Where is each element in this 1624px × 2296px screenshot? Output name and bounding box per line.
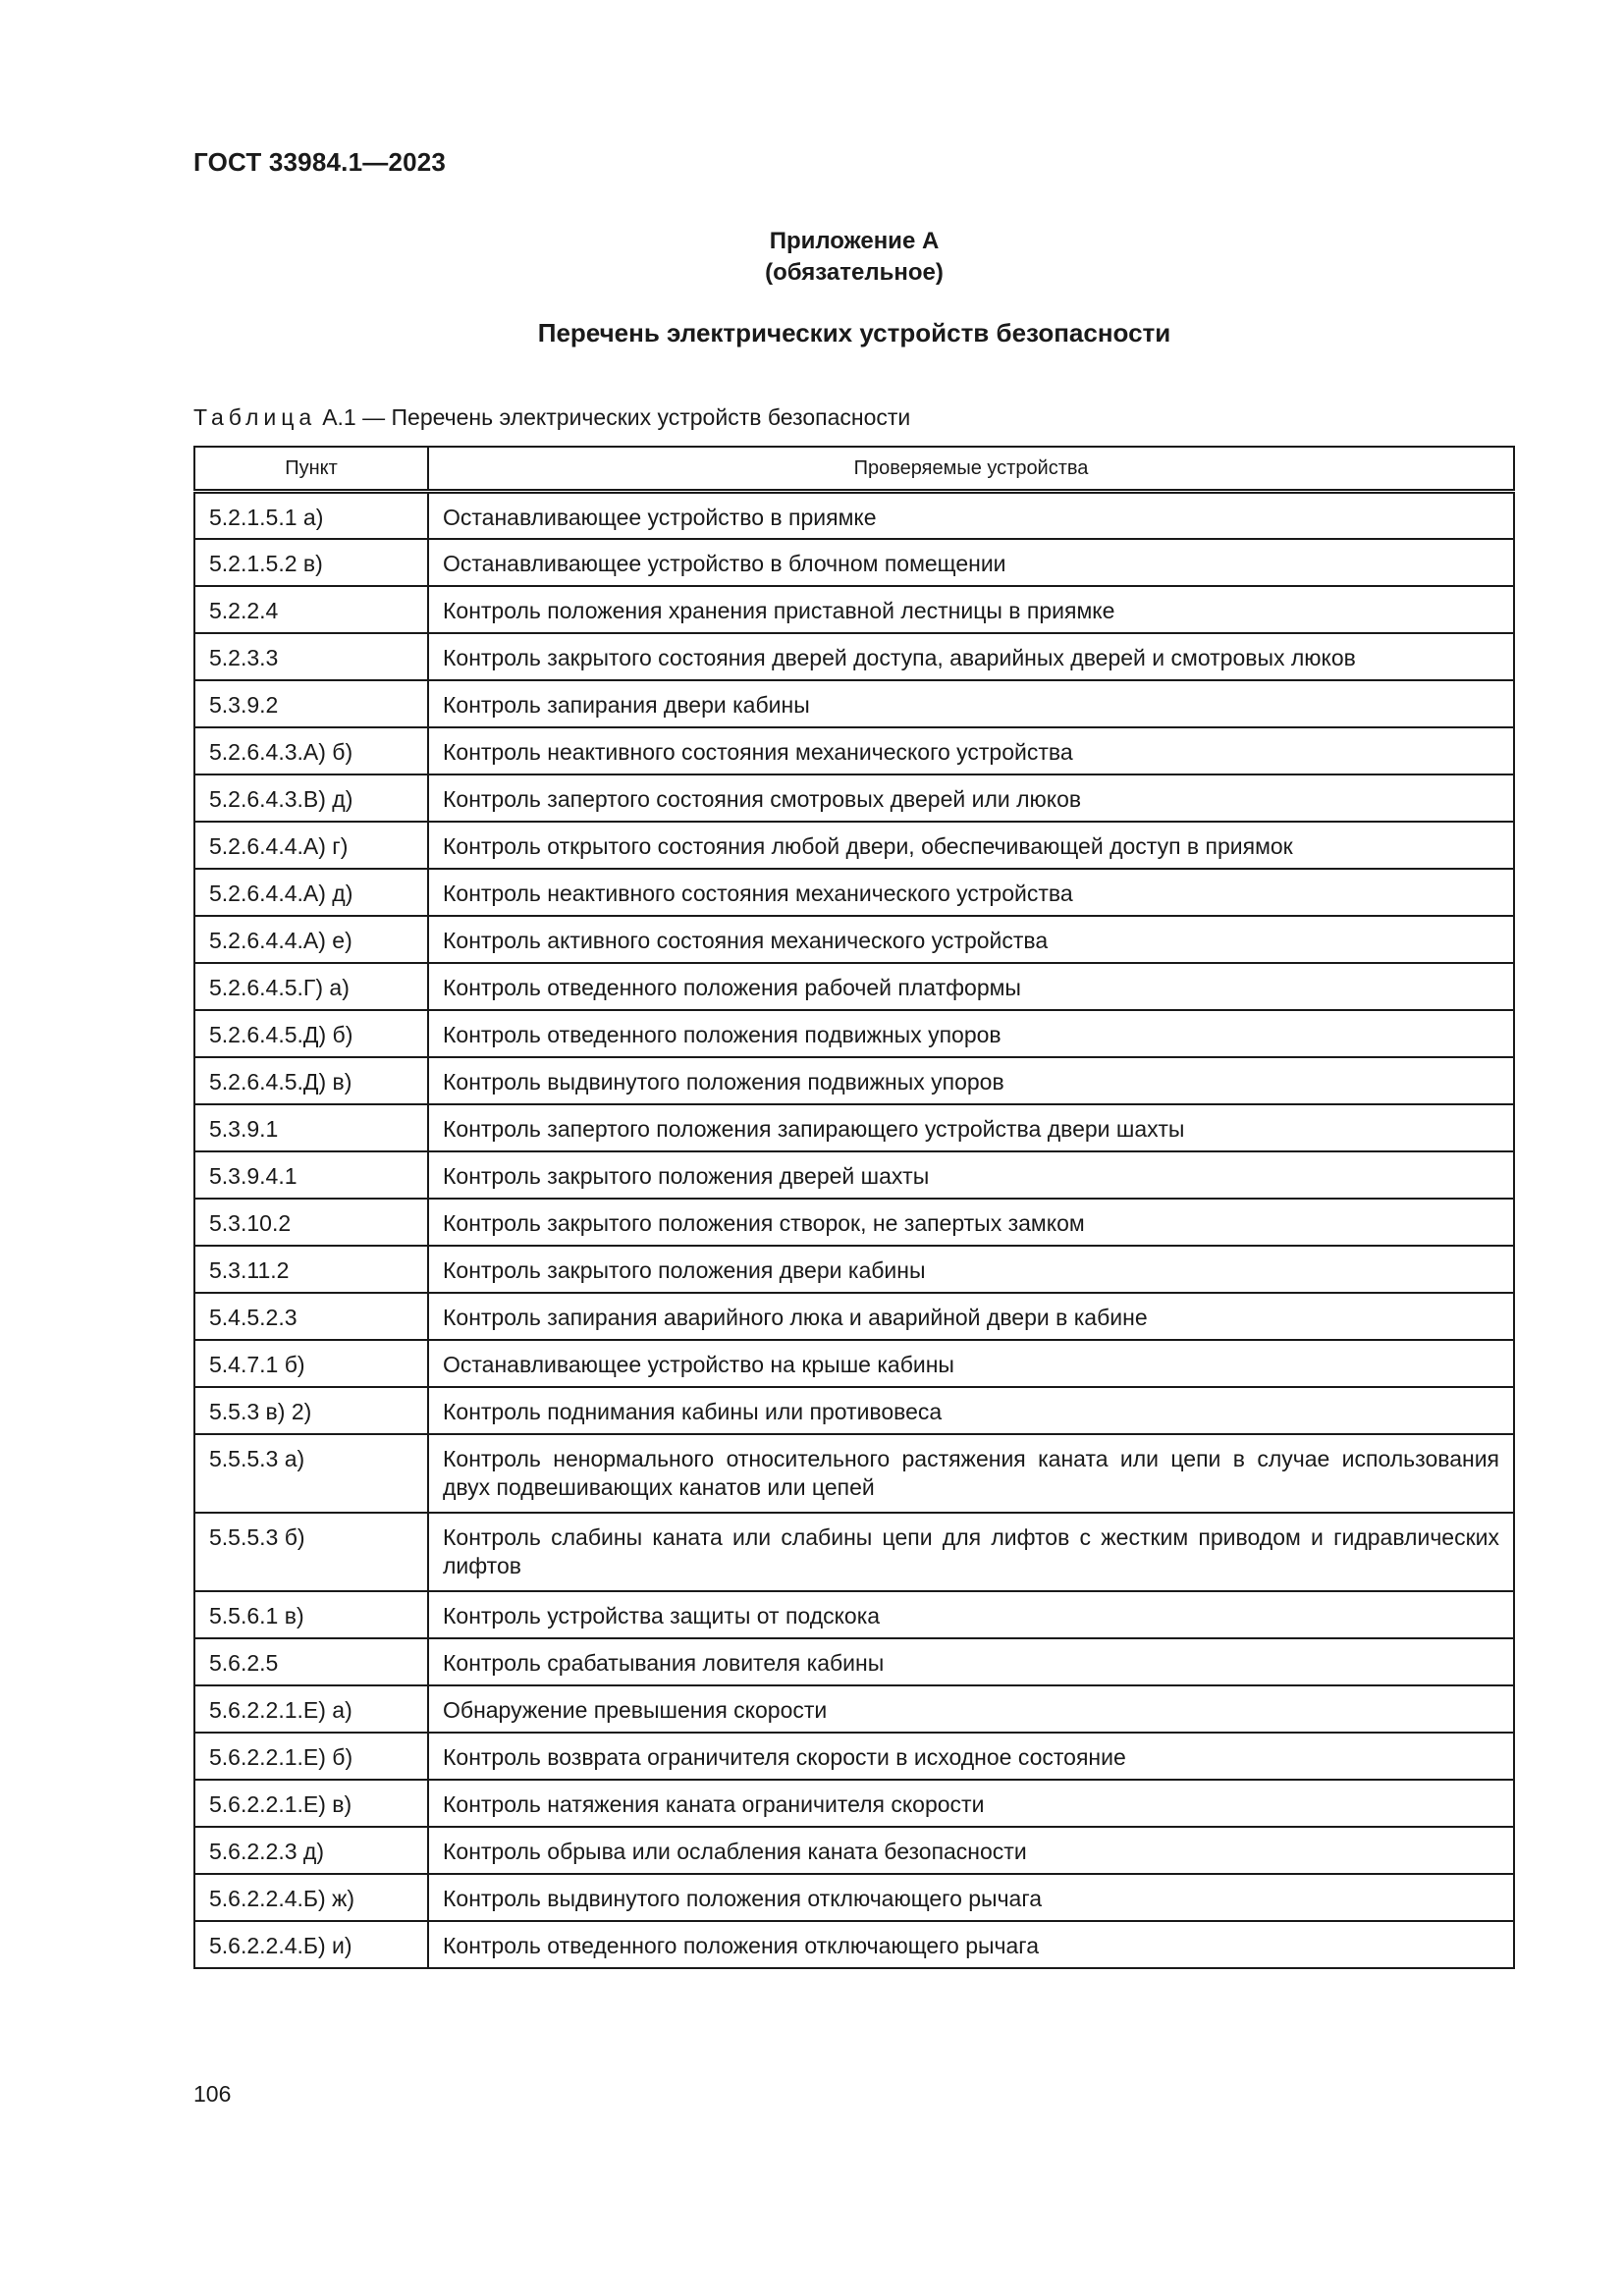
clause-cell: 5.3.9.4.1: [194, 1151, 428, 1199]
table-row: [194, 492, 1514, 539]
device-cell: Контроль закрытого положения створок, не запертых замком: [428, 1199, 1514, 1246]
clause-cell: 5.2.6.4.5.Д) б): [194, 1010, 428, 1057]
clause-cell: 5.5.6.1 в): [194, 1591, 428, 1638]
table-row: [194, 1057, 1514, 1104]
device-cell: Останавливающее устройство в блочном помещении: [428, 539, 1514, 586]
column-header-devices: Проверяемые устройства: [428, 447, 1514, 492]
clause-cell: 5.3.9.2: [194, 680, 428, 727]
table-caption-label: Таблица: [193, 404, 317, 430]
device-cell: Контроль закрытого состояния дверей доступа, аварийных дверей и смотровых люков: [428, 633, 1514, 680]
table-row: [194, 539, 1514, 586]
device-cell: Контроль положения хранения приставной лестницы в приямке: [428, 586, 1514, 633]
table-body: [194, 492, 1514, 1968]
appendix-heading: [0, 226, 1624, 289]
clause-cell: 5.6.2.5: [194, 1638, 428, 1685]
clause-cell: 5.5.5.3 б): [194, 1513, 428, 1591]
device-cell: Контроль отведенного положения подвижных упоров: [428, 1010, 1514, 1057]
table-row: [194, 916, 1514, 963]
device-cell: Контроль неактивного состояния механического устройства: [428, 727, 1514, 774]
document-code: ГОСТ 33984.1—2023: [193, 147, 447, 177]
clause-cell: 5.2.6.4.4.А) е): [194, 916, 428, 963]
device-cell: Контроль ненормального относительного растяжения каната или цепи в случае использования двух подвешивающих канатов или цепей: [428, 1434, 1514, 1513]
clause-cell: 5.2.1.5.1 а): [194, 492, 428, 539]
table-row: [194, 1780, 1514, 1827]
device-cell: Контроль запирания аварийного люка и аварийной двери в кабине: [428, 1293, 1514, 1340]
table-row: [194, 586, 1514, 633]
device-cell: Останавливающее устройство в приямке: [428, 492, 1514, 539]
table-row: [194, 869, 1514, 916]
clause-cell: 5.6.2.2.3 д): [194, 1827, 428, 1874]
table-row: [194, 1151, 1514, 1199]
table-header-row: [194, 447, 1514, 492]
table-row: [194, 1387, 1514, 1434]
table-row: [194, 680, 1514, 727]
device-cell: Контроль отведенного положения отключающего рычага: [428, 1921, 1514, 1968]
clause-cell: 5.2.6.4.5.Г) а): [194, 963, 428, 1010]
list-title: Перечень электрических устройств безопасности: [537, 318, 1171, 347]
clause-cell: 5.6.2.2.1.Е) в): [194, 1780, 428, 1827]
device-cell: Останавливающее устройство на крыше кабины: [428, 1340, 1514, 1387]
clause-cell: 5.5.5.3 а): [194, 1434, 428, 1513]
column-header-clause: Пункт: [194, 447, 428, 492]
clause-cell: 5.3.9.1: [194, 1104, 428, 1151]
device-cell: Контроль отведенного положения рабочей платформы: [428, 963, 1514, 1010]
table-row: [194, 963, 1514, 1010]
page-number: 106: [193, 2081, 232, 2107]
table-row: [194, 1733, 1514, 1780]
table-row: [194, 1513, 1514, 1591]
table-row: [194, 774, 1514, 822]
clause-cell: 5.2.2.4: [194, 586, 428, 633]
device-cell: Контроль запирания двери кабины: [428, 680, 1514, 727]
device-cell: Контроль запертого состояния смотровых дверей или люков: [428, 774, 1514, 822]
device-cell: Контроль закрытого положения двери кабины: [428, 1246, 1514, 1293]
table-row: [194, 1874, 1514, 1921]
device-cell: Контроль активного состояния механического устройства: [428, 916, 1514, 963]
device-cell: Контроль поднимания кабины или противовеса: [428, 1387, 1514, 1434]
table-row: [194, 1340, 1514, 1387]
appendix-title: Приложение А: [769, 228, 940, 254]
clause-cell: 5.6.2.2.1.Е) б): [194, 1733, 428, 1780]
clause-cell: 5.2.6.4.3.В) д): [194, 774, 428, 822]
table-row: [194, 727, 1514, 774]
table-row: [194, 1246, 1514, 1293]
table-row: [194, 1199, 1514, 1246]
table-row: [194, 1293, 1514, 1340]
device-cell: Контроль срабатывания ловителя кабины: [428, 1638, 1514, 1685]
device-cell: Контроль устройства защиты от подскока: [428, 1591, 1514, 1638]
device-cell: Обнаружение превышения скорости: [428, 1685, 1514, 1733]
table-row: [194, 1591, 1514, 1638]
clause-cell: 5.6.2.2.1.Е) а): [194, 1685, 428, 1733]
table-row: [194, 822, 1514, 869]
clause-cell: 5.2.6.4.5.Д) в): [194, 1057, 428, 1104]
table-row: [194, 633, 1514, 680]
clause-cell: 5.2.6.4.4.А) д): [194, 869, 428, 916]
device-cell: Контроль выдвинутого положения подвижных упоров: [428, 1057, 1514, 1104]
device-cell: Контроль натяжения каната ограничителя скорости: [428, 1780, 1514, 1827]
table-row: [194, 1638, 1514, 1685]
table-row: [194, 1685, 1514, 1733]
safety-devices-table: [193, 446, 1515, 1969]
device-cell: Контроль открытого состояния любой двери, обеспечивающей доступ в приямок: [428, 822, 1514, 869]
table-header: [194, 447, 1514, 492]
appendix-status: (обязательное): [765, 259, 944, 286]
device-cell: Контроль обрыва или ослабления каната безопасности: [428, 1827, 1514, 1874]
device-cell: Контроль запертого положения запирающего устройства двери шахты: [428, 1104, 1514, 1151]
table-caption: [193, 404, 910, 431]
table-row: [194, 1827, 1514, 1874]
table-row: [194, 1434, 1514, 1513]
clause-cell: 5.6.2.2.4.Б) ж): [194, 1874, 428, 1921]
clause-cell: 5.2.6.4.3.А) б): [194, 727, 428, 774]
device-cell: Контроль выдвинутого положения отключающего рычага: [428, 1874, 1514, 1921]
clause-cell: 5.4.7.1 б): [194, 1340, 428, 1387]
table-row: [194, 1104, 1514, 1151]
clause-cell: 5.5.3 в) 2): [194, 1387, 428, 1434]
table-row: [194, 1921, 1514, 1968]
device-cell: Контроль слабины каната или слабины цепи для лифтов с жестким приводом и гидравлических лифтов: [428, 1513, 1514, 1591]
clause-cell: 5.6.2.2.4.Б) и): [194, 1921, 428, 1968]
table-caption-text: А.1 — Перечень электрических устройств безопасности: [322, 404, 911, 430]
clause-cell: 5.3.11.2: [194, 1246, 428, 1293]
clause-cell: 5.2.3.3: [194, 633, 428, 680]
clause-cell: 5.2.1.5.2 в): [194, 539, 428, 586]
table-row: [194, 1010, 1514, 1057]
device-cell: Контроль закрытого положения дверей шахты: [428, 1151, 1514, 1199]
device-cell: Контроль возврата ограничителя скорости в исходное состояние: [428, 1733, 1514, 1780]
clause-cell: 5.4.5.2.3: [194, 1293, 428, 1340]
clause-cell: 5.2.6.4.4.А) г): [194, 822, 428, 869]
clause-cell: 5.3.10.2: [194, 1199, 428, 1246]
device-cell: Контроль неактивного состояния механического устройства: [428, 869, 1514, 916]
